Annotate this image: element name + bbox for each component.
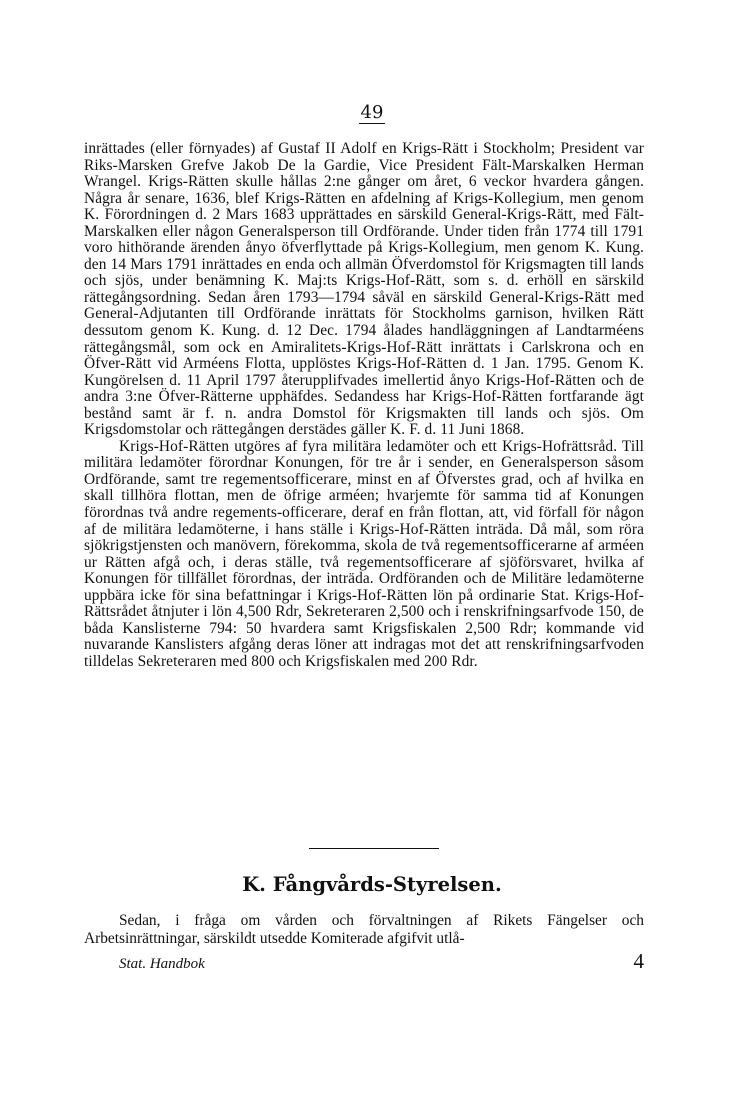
signature-mark: 4 bbox=[633, 949, 644, 973]
body-text bbox=[84, 141, 644, 671]
paragraph: Krigs-Hof-Rätten utgöres af fyra militära ledamöter och ett Krigs-Hofrättsråd. Till militära ledamöter förordnar Konungen, för tre år i sender, en Generalsperson såsom Ordförande, samt tre regementsofficerare, minst en af Öfverstes grad, och af hvilka en skall tillhöra flottan, men de öfrige arméen; hvarjemte för samma tid af Konungen förordnas två andre regements-officerare, deraf en från flottan, att, vid förfall för någon af de militära ledamöterne, i hans ställe i Krigs-Hof-Rätten inträda. Då mål, som röra sjökrigstjensten och manövern, förekomma, skola de två regementsofficerarne af arméen ur Rätten afgå och, i deras ställe, två regementsofficerare af sjöförsvaret, hvilka af Konungen för tillfället förordnas, der inträda. Ordföranden och de Militäre ledamöterne uppbära icke för sina befattningar i Krigs-Hof-Rätten lön på ordinarie Stat. Krigs-Hof-Rättsrådet åtnjuter i lön 4,500 Rdr, Sekreteraren 2,500 och i renskrifningsarfvode 150, de båda Kanslisterne 794: 50 hvardera samt Krigsfiskalen 2,500 Rdr; kommande vid nuvarande Kanslisters afgång deras löner att indragas mot det att renskrifningsarfvoden tilldelas Sekreteraren med 800 och Krigsfiskalen med 200 Rdr. bbox=[84, 437, 644, 670]
page-number: 49 bbox=[360, 102, 384, 123]
signature-label: Stat. Handbok bbox=[119, 956, 205, 972]
paragraph: inrättades (eller förnyades) af Gustaf II Adolf en Krigs-Rätt i Stockholm; President var Riks-Marsken Grefve Jakob De la Gardie, Vice President Fält-Marskalken Herman Wrangel. Krigs-Rätten skulle hållas 2:ne gånger om året, 6 veckor hvardera gången. Några år senare, 1636, blef Krigs-Rätten en afdelning af Krigs-Kollegium, men genom K. Förordningen d. 2 Mars 1683 upprättades en särskild General-Krigs-Rätt, med Fält-Marskalken eller någon Generalsperson till Ordförande. Under tiden från 1774 till 1791 voro hithörande ärenden ånyo öfverflyttade på Krigs-Kollegium, men genom K. Kung. den 14 Mars 1791 inrättades en enda och allmän Öfverdomstol för Krigsmagten till lands och sjös, under benämning K. Maj:ts Krigs-Hof-Rätt, som s. d. erhöll en särskild rättegångsordning. Sedan åren 1793—1794 såväl en särskild General-Krigs-Rätt med General-Adjutanten till Ordförande inrättats för Stockholms garnison, hvilken Rätt dessutom genom K. Kung. d. 12 Dec. 1794 ålades handläggningen af Landtarméens rättegångsmål, som ock en Amiralitets-Krigs-Hof-Rätt inrättats i Carlskrona och en Öfver-Rätt vid Arméens Flotta, upplöstes Krigs-Hof-Rätten d. 1 Jan. 1795. Genom K. Kungörelsen d. 11 April 1797 återupplifvades imellertid ånyo Krigs-Hof-Rätten och de andra 3:ne Öfver-Rätterne upphäfdes. Sedandess har Krigs-Hof-Rätten fortfarande ägt bestånd samt är f. n. andra Domstol för Krigsmakten till lands och sjös. Om Krigsdomstolar och rättegången derstädes gäller K. F. d. 11 Juni 1868. bbox=[84, 140, 644, 439]
section-divider bbox=[309, 848, 439, 849]
section-heading: K. Fångvårds-Styrelsen. bbox=[242, 873, 502, 896]
section-text: Sedan, i fråga om vården och förvaltningen af Rikets Fängelser och Arbetsinrättningar, särskildt utsedde Komiterade afgifvit utlå- bbox=[84, 912, 644, 947]
